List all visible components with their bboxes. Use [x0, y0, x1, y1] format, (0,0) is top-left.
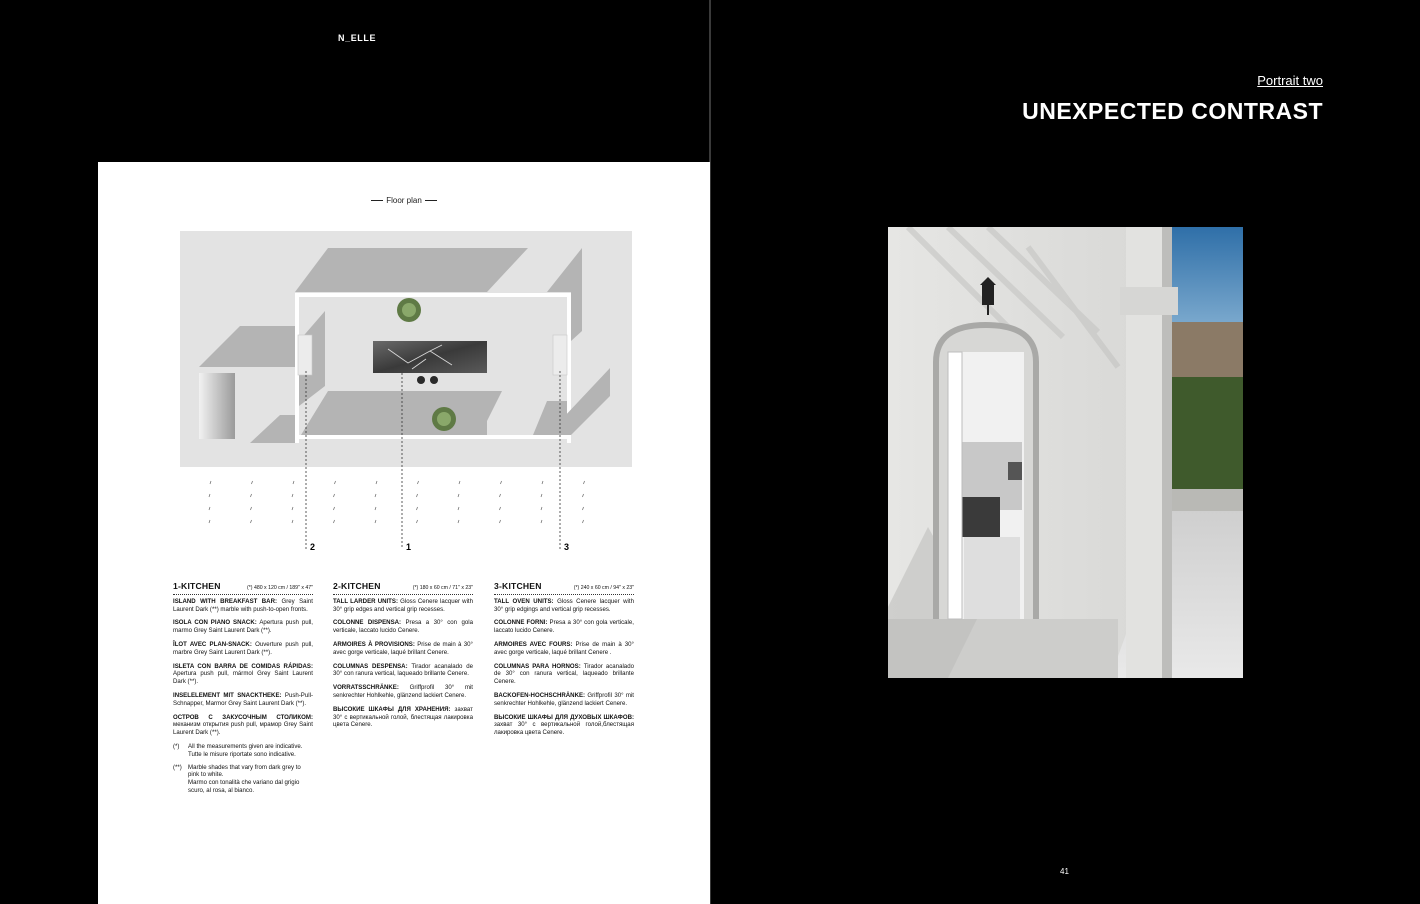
dimension-tick: [209, 507, 210, 510]
tall-unit-right: [553, 335, 567, 375]
dimension-tick: [210, 481, 211, 484]
description-entry: COLUMNAS DESPENSA: Tirador acanalado de 30° con ranura vertical, laqueado brillante Cenere.: [333, 662, 473, 678]
magazine-brand: N_ELLE: [338, 33, 377, 43]
description-entry: ISLAND WITH BREAKFAST BAR: Grey Saint Laurent Dark (**) marble with push-to-open fronts.: [173, 597, 313, 613]
description-entry: BACKOFEN-HOCHSCHRÄNKE: Griffprofil 30° mit senkrechter Hohlkehle, glänzend lackiert Cenere.: [494, 691, 634, 707]
dimension-tick: [209, 520, 210, 523]
description-entry: INSELELEMENT MIT SNACKTHEKE: Push-Pull-Schnapper, Marmor Grey Saint Laurent Dark (**).: [173, 691, 313, 707]
dimension-tick: [375, 494, 376, 497]
description-entry: VORRATSSCHRÄNKE: Griffprofil 30° mit senkrechter Hohlkehle, glänzend lackiert Cenere.: [333, 684, 473, 699]
tick-marks: [209, 481, 585, 523]
dimension-tick: [501, 481, 502, 484]
dimension-tick: [417, 520, 418, 523]
dimension-tick: [375, 507, 376, 510]
kitchen-column-2: [333, 583, 473, 735]
dimension-tick: [293, 481, 294, 484]
marker-3: 3: [564, 542, 570, 552]
tall-unit-left: [298, 335, 312, 375]
marker-1: 1: [406, 542, 412, 552]
description-entry: ARMOIRES À PROVISIONS: Prise de main à 30° avec gorge verticale, laqué brillant Cenere.: [333, 640, 473, 656]
description-entry: TALL OVEN UNITS: Gloss Cenere lacquer with 30° grip edgings and vertical grip recesses.: [494, 597, 634, 613]
dimension-tick: [334, 507, 335, 510]
open-door-leaf: [948, 352, 962, 619]
column-dimensions: (*) 180 x 60 cm / 71" x 23": [412, 585, 473, 591]
dimension-tick: [209, 494, 210, 497]
page-number: 41: [1060, 867, 1069, 876]
article-title: UNEXPECTED CONTRAST: [1022, 98, 1323, 124]
floor-plan-title: Floor plan: [98, 196, 710, 205]
doorway-photo: [888, 227, 1243, 678]
dimension-tick: [583, 507, 584, 510]
description-entry: ВЫСОКИЕ ШКАФЫ ДЛЯ ХРАНЕНИЯ: захват 30° с вертикальной голой, блестящая лакировка цвета Cenere.: [333, 705, 473, 729]
dimension-tick: [334, 494, 335, 497]
dimension-tick: [335, 481, 336, 484]
floor-plan-drawing: [180, 231, 632, 561]
dimension-tick: [541, 507, 542, 510]
dimension-tick: [541, 520, 542, 523]
dimension-tick: [251, 520, 252, 523]
dimension-tick: [251, 494, 252, 497]
dimension-tick: [292, 494, 293, 497]
footnote: (*) All the measurements given are indicative. Tutte le misure riportate sono indicative.: [173, 742, 303, 758]
marble-island: [373, 341, 487, 373]
terrace-railing: [1171, 489, 1243, 511]
dimension-tick: [417, 494, 418, 497]
dimension-tick: [417, 507, 418, 510]
dimension-tick: [334, 520, 335, 523]
column-title: 3-KITCHEN: [494, 581, 542, 591]
footnote: (**) Marble shades that vary from dark grey to pink to white. Marmo con tonalità che variano dal grigio scuro, al rosa, al bianco.: [173, 763, 301, 794]
description-entry: ARMOIRES AVEC FOURS: Prise de main à 30° avec gorge verticale, laqué brillant Cenere .: [494, 640, 634, 656]
column-dimensions: (*) 240 x 60 cm / 94" x 23": [573, 585, 634, 591]
hillside-trees: [1171, 377, 1243, 502]
left-stripe-panel: [199, 373, 235, 439]
description-entry: ISOLA CON PIANO SNACK: Apertura push pull, marmo Grey Saint Laurent Dark (**).: [173, 619, 314, 635]
dimension-tick: [458, 494, 459, 497]
dimension-tick: [376, 481, 377, 484]
description-entry: ВЫСОКИЕ ШКАФЫ ДЛЯ ДУХОВЫХ ШКАФОВ: захват 30° с вертикальной голой,блестящая лакировка цвета Cenere.: [494, 713, 634, 737]
dimension-tick: [583, 494, 584, 497]
description-entry: ÎLOT AVEC PLAN-SNACK: Ouverture push pull, marbre Grey Saint Laurent Dark (**).: [173, 640, 313, 656]
dimension-tick: [292, 520, 293, 523]
dimension-tick: [500, 520, 501, 523]
floor-plan-sheet: [98, 162, 710, 904]
dimension-tick: [252, 481, 253, 484]
dimension-tick: [375, 520, 376, 523]
column-header: [494, 583, 634, 595]
kitchen-column-3: [494, 583, 634, 743]
description-entry: ISLETA CON BARRA DE COMIDAS RÁPIDAS: Apertura push pull, mármol Grey Saint Laurent Dark (**).: [173, 662, 313, 686]
dimension-tick: [500, 507, 501, 510]
kitchen-column-1: [173, 583, 313, 795]
marker-2: 2: [310, 542, 316, 552]
column-dimensions: (*) 480 x 120 cm / 189" x 47": [247, 585, 313, 591]
dimension-tick: [500, 494, 501, 497]
dimension-tick: [459, 481, 460, 484]
column-header: [333, 583, 473, 595]
dimension-tick: [292, 507, 293, 510]
description-entry: ОСТРОВ С ЗАКУСОЧНЫМ СТОЛИКОМ: механизм открытия push pull, мрамор Grey Saint Laurent Dark (**).: [173, 713, 313, 737]
dimension-tick: [584, 481, 585, 484]
dimension-tick: [418, 481, 419, 484]
description-entry: COLONNE DISPENSA: Presa a 30° con gola verticale, laccato lucido Cenere.: [333, 619, 473, 635]
dimension-tick: [458, 520, 459, 523]
description-entry: COLUMNAS PARA HORNOS: Tirador acanalado de 30° con ranura vertical, laqueado brillante Cenere.: [494, 662, 634, 686]
dimension-tick: [251, 507, 252, 510]
column-header: [173, 583, 313, 595]
dimension-tick: [542, 481, 543, 484]
dimension-tick: [583, 520, 584, 523]
description-entry: TALL LARDER UNITS: Gloss Cenere lacquer with 30° grip edges and vertical grip recesses.: [333, 597, 474, 613]
article-subtitle: Portrait two: [1257, 73, 1323, 88]
bar-stool: [430, 376, 438, 384]
description-entry: COLONNE FORNI: Presa a 30° con gola verticale, laccato lucido Cenere.: [494, 619, 634, 635]
column-title: 2-KITCHEN: [333, 581, 381, 591]
dimension-tick: [458, 507, 459, 510]
column-title: 1-KITCHEN: [173, 581, 221, 591]
bar-stool: [417, 376, 425, 384]
dimension-tick: [541, 494, 542, 497]
